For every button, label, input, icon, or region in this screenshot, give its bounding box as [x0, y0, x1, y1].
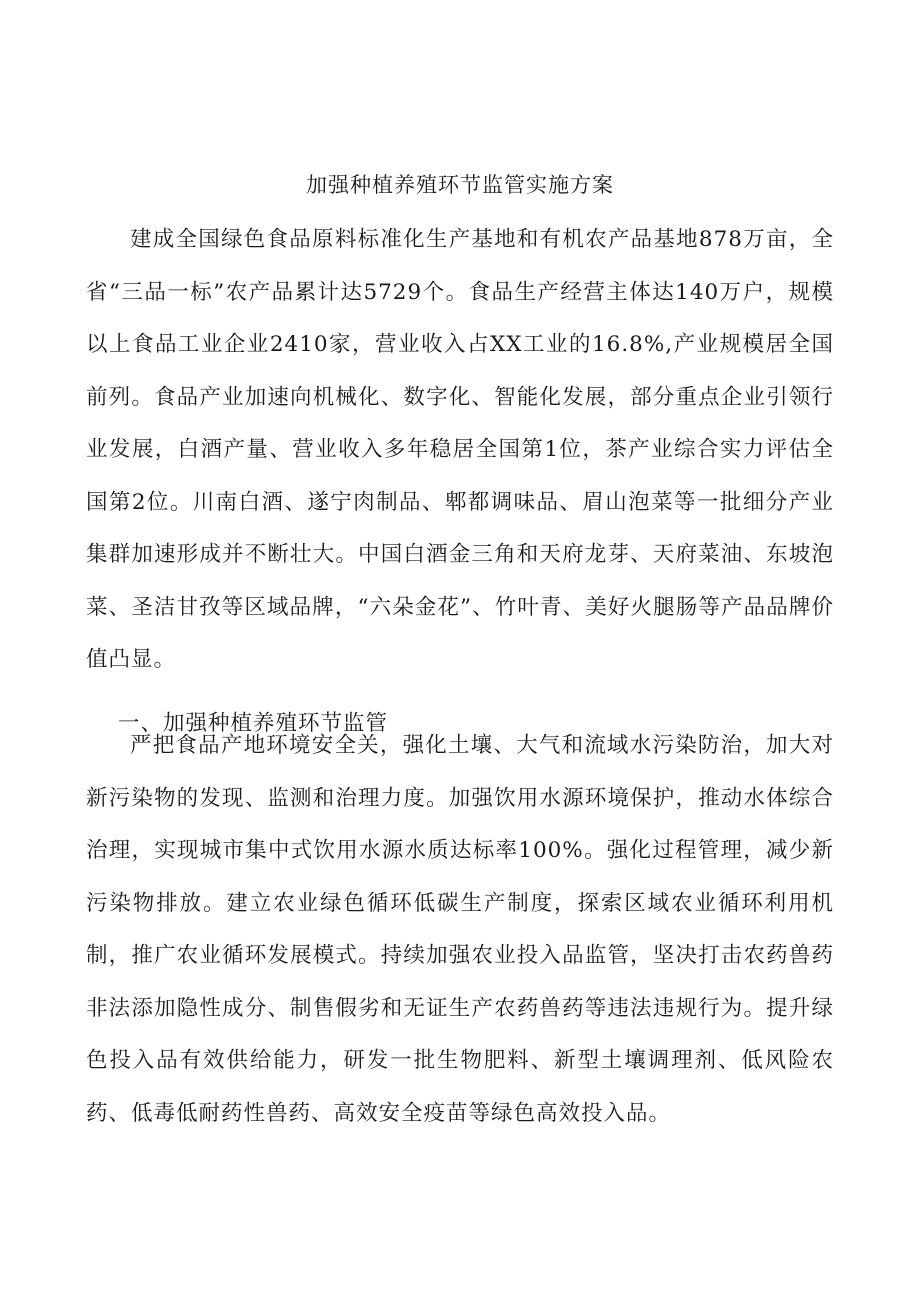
section-body-paragraph: 严把食品产地环境安全关，强化土壤、大气和流域水污染防治，加大对新污染物的发现、监测和治理力度。加强饮用水源环境保护，推动水体综合治理，实现城市集中式饮用水源水质达标率100%。强化过程管理，减少新污染物排放。建立农业绿色循环低碳生产制度，探索区域农业循环利用机制，推广农业循环发展模式。持续加强农业投入品监管，坚决打击农药兽药非法添加隐性成分、制售假劣和无证生产农药兽药等违法违规行为。提升绿色投入品有效供给能力，研发一批生物肥料、新型土壤调理剂、低风险农药、低毒低耐药性兽药、高效安全疫苗等绿色高效投入品。: [86, 733, 834, 1126]
document-title: 加强种植养殖环节监管实施方案: [306, 173, 614, 197]
section-heading: 一、加强种植养殖环节监管: [118, 711, 389, 736]
intro-paragraph: 建成全国绿色食品原料标准化生产基地和有机农产品基地878万亩，全省“三品一标”农产品累计达5729个。食品生产经营主体达140万户，规模以上食品工业企业2410家，营业收入占XX工业的16.8%,产业规模居全国前列。食品产业加速向机械化、数字化、智能化发展，部分重点企业引领行业发展，白酒产量、营业收入多年稳居全国第1位，茶产业综合实力评估全国第2位。川南白酒、遂宁肉制品、郫都调味品、眉山泡菜等一批细分产业集群加速形成并不断壮大。中国白酒金三角和天府龙芽、天府菜油、东坡泡菜、圣洁甘孜等区域品牌，“六朵金花”、竹叶青、美好火腿肠等产品品牌价值凸显。: [86, 227, 834, 672]
